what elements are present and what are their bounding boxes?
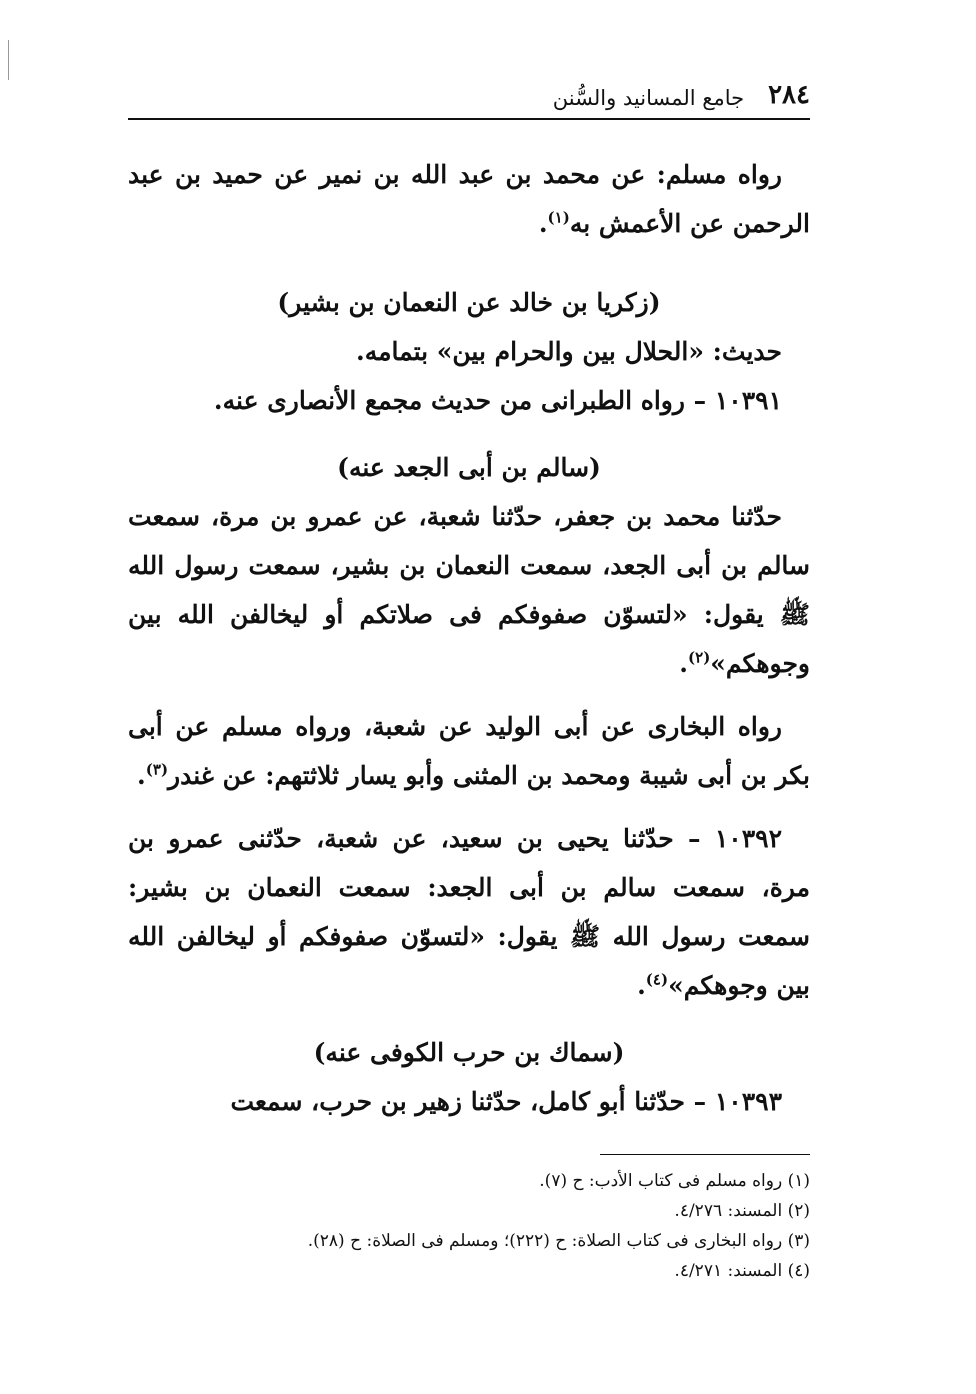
hadith-entry: ١٠٣٩٢ – حدّثنا يحيى بن سعيد، عن شعبة، حدّثنى عمرو بن مرة، سمعت سالم بن أبى الجعد: سمعت النعمان بن بشير: سمعت رسول الله ﷺ يقول: «لتسوّن صفوفكم أو ليخالفن الله بين وجوهكم»$^{(٤)}$. xyxy=(128,824,810,1000)
paragraph-gap xyxy=(128,688,810,702)
footnote: (٢) المسند: ٤/٢٧٦. xyxy=(674,1201,810,1221)
paragraph: رواه البخارى عن أبى الوليد عن شعبة، ورواه مسلم عن أبى بكر بن أبى شيبة ومحمد بن المثنى وأبو يسار ثلاثتهم: عن غندر$^{(٣)}$. xyxy=(128,712,810,790)
paragraph-gap xyxy=(128,800,810,814)
paragraph-text: حدّثنا محمد بن جعفر، حدّثنا شعبة، عن عمرو بن مرة، سمعت سالم بن أبى الجعد، سمعت النعمان بن بشير، سمعت رسول الله ﷺ يقول: «لتسوّن صفوفكم فى صلاتكم أو ليخالفن الله بين وجوهكم» xyxy=(128,502,810,678)
footnote: (٤) المسند: ٤/٢٧١. xyxy=(674,1261,810,1281)
section-heading: (سماك بن حرب الكوفى عنه) xyxy=(313,1038,625,1067)
running-title: جامع المسانيد والسُّنن xyxy=(552,86,745,110)
hadith-number: ١٠٣٩١ xyxy=(714,386,782,415)
footnote-rule xyxy=(600,1154,810,1155)
book-page xyxy=(128,0,810,1394)
hadith-entry xyxy=(128,376,810,425)
paragraph-text: رواه البخارى عن أبى الوليد عن شعبة، ورواه مسلم عن أبى بكر بن أبى شيبة ومحمد بن المثنى وأبو يسار ثلاثتهم: عن غندر xyxy=(128,712,810,790)
footnote: (٣) رواه البخارى فى كتاب الصلاة: ح (٢٢٢)؛ ومسلم فى الصلاة: ح (٢٨). xyxy=(307,1231,810,1251)
footnote-ref: (١) xyxy=(547,208,570,227)
section-heading: (زكريا بن خالد عن النعمان بن بشير) xyxy=(277,288,661,317)
footnote: (١) رواه مسلم فى كتاب الأدب: ح (٧). xyxy=(539,1171,810,1191)
footnote-ref: (٤) xyxy=(645,970,669,989)
paragraph: رواه مسلم: عن محمد بن عبد الله بن نمير عن حميد بن عبد الرحمن عن الأعمش به$^{(١)}$. xyxy=(128,160,810,238)
hadith-number: ١٠٣٩٣ xyxy=(714,1087,782,1116)
main-text xyxy=(128,150,810,1126)
paragraph-text: – حدّثنا أبو كامل، حدّثنا زهير بن حرب، سمعت xyxy=(230,1087,715,1116)
hadith-number: ١٠٣٩٢ xyxy=(714,824,782,853)
section-heading: (سالم بن أبى الجعد عنه) xyxy=(337,453,601,482)
paragraph: حديث: «الحلال بين والحرام بين» بتمامه. xyxy=(356,337,782,366)
paragraph-text: رواه مسلم: عن محمد بن عبد الله بن نمير عن حميد بن عبد الرحمن عن الأعمش به xyxy=(128,160,810,238)
footnote-ref: (٢) xyxy=(688,648,711,667)
footnote-ref: (٣) xyxy=(145,760,169,779)
header-rule xyxy=(128,118,810,120)
paragraph-text: – حدّثنا يحيى بن سعيد، عن شعبة، حدّثنى عمرو بن مرة، سمعت سالم بن أبى الجعد: سمعت النعمان بن بشير: سمعت رسول الله ﷺ يقول: «لتسوّن صفوفكم أو ليخالفن الله بين وجوهكم» xyxy=(128,824,810,1000)
page-number: ٢٨٤ xyxy=(768,80,810,110)
paragraph-text: – رواه الطبرانى من حديث مجمع الأنصارى عنه. xyxy=(213,386,715,415)
footnotes xyxy=(128,1166,810,1286)
page-edge-mark xyxy=(8,40,9,80)
paragraph: حدّثنا محمد بن جعفر، حدّثنا شعبة، عن عمرو بن مرة، سمعت سالم بن أبى الجعد، سمعت النعمان بن بشير، سمعت رسول الله ﷺ يقول: «لتسوّن صفوفكم فى صلاتكم أو ليخالفن الله بين وجوهكم»$^{(٢)}$. xyxy=(128,502,810,678)
hadith-entry xyxy=(128,1077,810,1126)
running-head xyxy=(128,70,810,110)
